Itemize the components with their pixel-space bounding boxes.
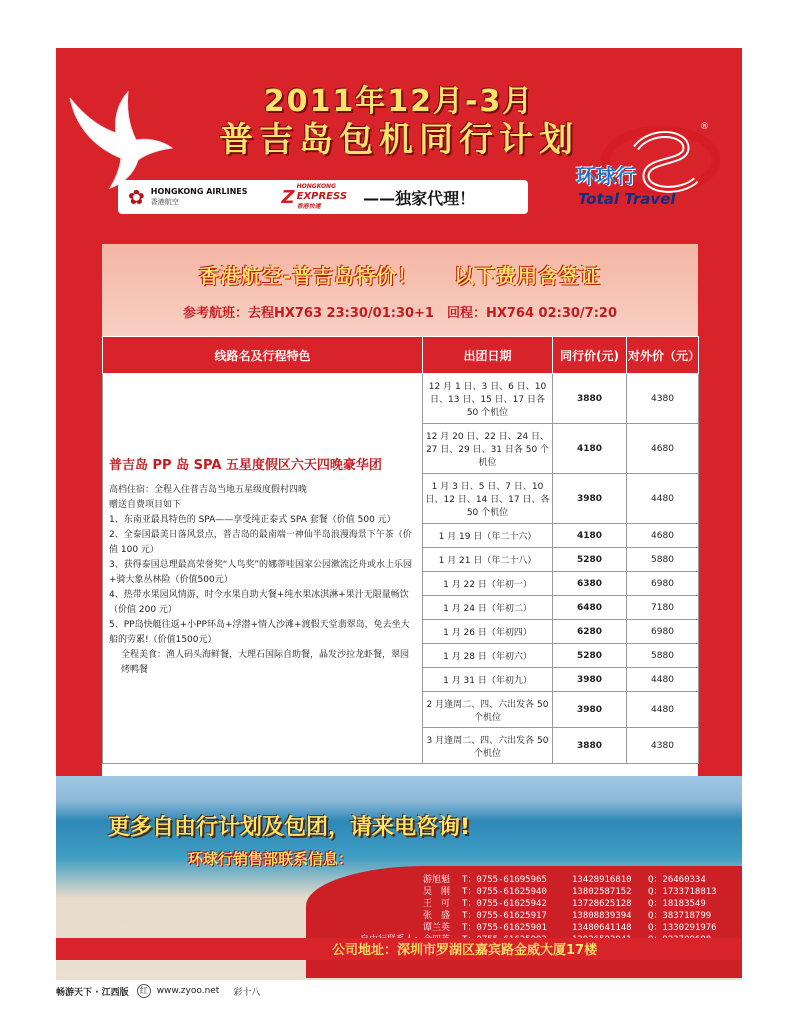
promo-headline-right: 以下费用含签证 (454, 264, 602, 288)
contact-tel: T：0755-61625901 (462, 923, 547, 933)
route-detail: 全程美食：渔人码头海鲜餐，大理石国际自助餐，晶发沙拉龙虾餐，翠园烤鸭餐 (121, 650, 410, 675)
date-cell: 1 月 22 日（年初一） (423, 572, 553, 596)
route-cell (103, 374, 423, 764)
contact-tel: T：0755-61625917 (462, 911, 547, 921)
contact-name: 王 可 (422, 899, 450, 909)
contact-qq: Q：1330291976 (648, 923, 717, 933)
flight-info: 参考航班：去程HX763 23:30/01:30+1 回程：HX764 02:30/7:20 (182, 306, 618, 321)
route-detail: 高档住宿：全程入住普吉岛当地五星级度假村四晚 (109, 485, 308, 495)
express-top: HONGKONG (296, 183, 336, 190)
registered-mark: ® (700, 122, 709, 132)
contact-tel: T：0755-61625942 (462, 899, 547, 909)
page-footer (56, 984, 260, 998)
table-row (103, 374, 699, 424)
peer-price-cell: 4180 (553, 524, 627, 548)
advertisement-page (56, 48, 742, 980)
date-cell: 12 月 1 日、3 日、6 日、10 日、13 日、15 日、17 日各 50 个机位 (423, 374, 553, 424)
public-price-cell: 6980 (627, 572, 699, 596)
address-bar (56, 938, 742, 960)
exclusive-agent-text: ——独家代理！ (363, 188, 476, 208)
promo-banner (102, 244, 698, 336)
express-cn: 香港快運 (296, 203, 321, 210)
peer-price-cell: 3880 (553, 374, 627, 424)
schedule-table (102, 336, 699, 764)
peer-price-cell: 5280 (553, 644, 627, 668)
contact-mobile: 13728625128 (572, 899, 632, 909)
date-cell: 2 月逢周二、四、六出发各 50 个机位 (423, 692, 553, 728)
contact-name: 谭兰英 (422, 923, 450, 933)
brand-name-cn: 环球行 (576, 164, 636, 188)
itinerary-panel (102, 244, 701, 776)
public-price-cell: 4380 (627, 728, 699, 764)
contact-tel: T：0755-61625940 (462, 887, 547, 897)
public-price-cell: 4380 (627, 374, 699, 424)
contact-mobile: 13428916810 (572, 875, 632, 885)
col-header-peer-price: 同行价(元) (553, 337, 627, 374)
contact-tel: T：0755-61695965 (462, 875, 547, 885)
date-cell: 1 月 31 日（年初九） (423, 668, 553, 692)
peer-price-cell: 6380 (553, 572, 627, 596)
route-detail: 赠送自费项目如下 (109, 500, 182, 510)
date-cell: 3 月逢周二、四、六出发各 50 个机位 (423, 728, 553, 764)
date-cell: 1 月 19 日（年二十六） (423, 524, 553, 548)
contact-name: 游旭魁 (422, 875, 450, 885)
peer-price-cell: 3980 (553, 474, 627, 524)
route-detail: 4、热带水果园风情游，时令水果自助大餐+纯水果冰淇淋+果汁无限量畅饮（价值 200 元） (109, 590, 409, 615)
company-address: 公司地址：深圳市罗湖区嘉宾路金威大厦17楼 (332, 943, 598, 958)
contact-mobile: 13802587152 (572, 887, 632, 897)
public-price-cell: 5880 (627, 548, 699, 572)
public-price-cell: 4480 (627, 692, 699, 728)
public-price-cell: 4480 (627, 668, 699, 692)
hongkong-airlines-icon: ✿ (128, 185, 145, 209)
contact-name: 张 盛 (422, 911, 450, 921)
contact-qq: Q：26460334 (648, 875, 706, 885)
hongkong-airlines-logo (128, 185, 248, 209)
contact-row (386, 910, 717, 922)
contact-qq: Q：1733718813 (648, 887, 717, 897)
contact-row (386, 898, 717, 910)
peer-price-cell: 6480 (553, 596, 627, 620)
col-header-dates: 出团日期 (423, 337, 553, 374)
publication-name: 畅游天下 · 江西版 (56, 987, 129, 998)
promo-headline-left: 香港航空-普吉岛特价！ (198, 264, 419, 288)
hk-airlines-name-en: HONGKONG AIRLINES (150, 187, 248, 196)
peer-price-cell: 3980 (553, 668, 627, 692)
page-number: 彩十八 (233, 987, 261, 998)
peer-price-cell: 3980 (553, 692, 627, 728)
route-detail: 2、全泰国最美日落风景点，普吉岛的最南端一神仙半岛浪漫海景下午茶（价值 100 元） (109, 530, 412, 555)
public-price-cell: 4680 (627, 524, 699, 548)
publication-badge-icon: 红 (137, 984, 151, 998)
date-cell: 1 月 24 日（年初二） (423, 596, 553, 620)
date-cell: 12 月 20 日、22 日、24 日、27 日、29 日、31 日各 50 个机位 (423, 424, 553, 474)
date-cell: 1 月 3 日、5 日、7 日、10 日、12 日、14 日、17 日、各 50 个机位 (423, 474, 553, 524)
public-price-cell: 5880 (627, 644, 699, 668)
col-header-public-price: 对外价（元） (627, 337, 699, 374)
contact-qq: Q：383718799 (648, 911, 712, 921)
contact-title: 环球行销售部联系信息： (188, 850, 354, 868)
contact-mobile: 13808839394 (572, 911, 632, 921)
contact-row (386, 886, 717, 898)
public-price-cell: 6980 (627, 620, 699, 644)
title-main: 普吉岛包机同行计划 (219, 120, 579, 160)
title-dates: 2011年12月-3月 (263, 84, 535, 119)
date-cell: 1 月 26 日（年初四） (423, 620, 553, 644)
contact-list (386, 874, 717, 946)
peer-price-cell: 3880 (553, 728, 627, 764)
airline-logos-bar (118, 180, 528, 214)
consult-tagline: 更多自由行计划及包团，请来电咨询! (108, 815, 471, 840)
table-header-row (103, 337, 699, 374)
contact-row (386, 874, 717, 886)
contact-row (386, 922, 717, 934)
route-name: 普吉岛 PP 岛 SPA 五星度假区六天四晚豪华团 (109, 458, 382, 473)
publication-url: www.zyoo.net (156, 986, 220, 996)
contact-name: 吴 刚 (422, 887, 450, 897)
route-detail: 1、东南亚最具特色的 SPA——享受纯正泰式 SPA 套餐（价值 500 元） (109, 515, 396, 525)
col-header-route: 线路名及行程特色 (103, 337, 423, 374)
public-price-cell: 4680 (627, 424, 699, 474)
contact-qq: Q：18183549 (648, 899, 706, 909)
peer-price-cell: 4180 (553, 424, 627, 474)
express-name: EXPRESS (296, 191, 348, 202)
peer-price-cell: 6280 (553, 620, 627, 644)
hongkong-express-icon: Z (281, 186, 295, 208)
date-cell: 1 月 28 日（年初六） (423, 644, 553, 668)
date-cell: 1 月 21 日（年二十八） (423, 548, 553, 572)
hongkong-express-logo (282, 182, 348, 212)
peer-price-cell: 5280 (553, 548, 627, 572)
contact-mobile: 13480641148 (572, 923, 632, 933)
brand-name-en: Total Travel (578, 190, 676, 208)
route-detail: 5、PP岛快艇往返+小PP环岛+浮潜+情人沙滩+渡假天堂翡翠岛，免去坐大船的劳累!（价值1500元） (109, 620, 410, 645)
public-price-cell: 7180 (627, 596, 699, 620)
public-price-cell: 4480 (627, 474, 699, 524)
contact-box (306, 866, 742, 978)
route-detail: 3、获得泰国总理最高荣誉奖“人鸟奖”的娜蒂哇国家公园漱流泛舟或水上乐园+骑大象丛林险（价值500元） (109, 560, 413, 585)
hk-airlines-name-cn: 香港航空 (150, 198, 179, 206)
